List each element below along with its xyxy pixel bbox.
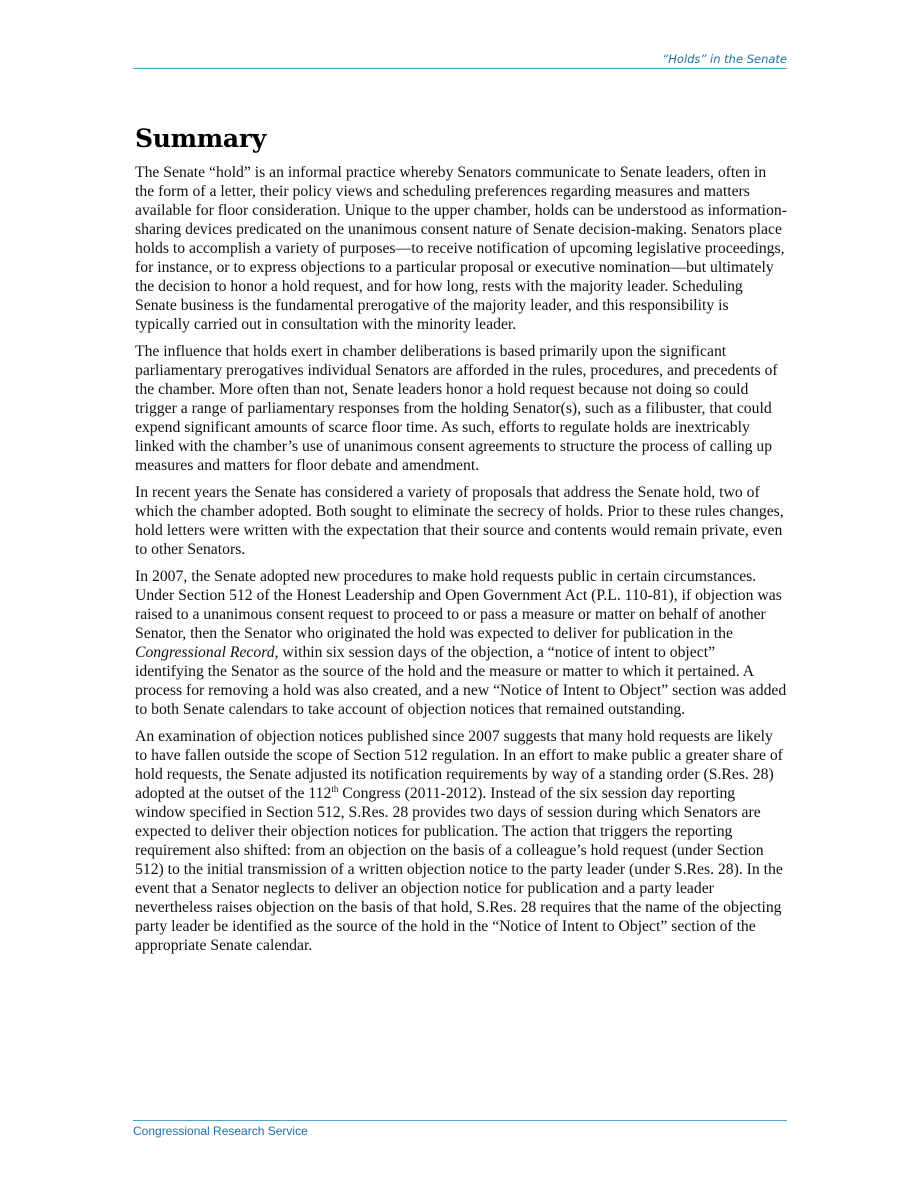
paragraph-1: The Senate “hold” is an informal practice whereby Senators communicate to Senate leaders, often in the form of a letter, their policy views and scheduling preferences regarding measures and matters available for floor consideration. Unique to the upper chamber, holds can be understood as information-sharing devices predicated on the unanimous consent nature of Senate decision-making. Senators place holds to accomplish a variety of purposes—to receive notification of upcoming legislative proceedings, for instance, or to express objections to a particular proposal or executive nomination—but ultimately the decision to honor a hold request, and for how long, rests with the majority leader. Scheduling Senate business is the fundamental prerogative of the majority leader, and this responsibility is typically carried out in consultation with the minority leader. <box>135 164 787 333</box>
paragraph-4-text-b: , within six session days of the objection, a “notice of intent to object” identifying the Senator as the source of the hold and the measure or matter to which it pertained. A process for removing a hold was also created, and a new “Notice of Intent to Object” section was added to both Senate calendars to take account of objection notices that remained outstanding. <box>135 644 787 718</box>
paragraph-2: The influence that holds exert in chamber deliberations is based primarily upon the significant parliamentary prerogatives individual Senators are afforded in the rules, procedures, and precedents of the chamber. More often than not, Senate leaders honor a hold request because not doing so could trigger a range of parliamentary responses from the holding Senator(s), such as a filibuster, that could expend significant amounts of scarce floor time. As such, efforts to regulate holds are inextricably linked with the chamber’s use of unanimous consent agreements to structure the process of calling up measures and matters for floor debate and amendment. <box>135 343 778 474</box>
paragraph-5-text-b: Congress (2011-2012). Instead of the six session day reporting window specified in Section 512, S.Res. 28 provides two days of session during which Senators are expected to deliver their objection notices for publication. The action that triggers the reporting requirement also shifted: from an objection on the basis of a colleague’s hold request (under Section 512) to the initial transmission of a written objection notice to the party leader (under S.Res. 28). In the event that a Senator neglects to deliver an objection notice for publication and a party leader nevertheless raises objection on the basis of that hold, S.Res. 28 requires that the name of the objecting party leader be identified as the source of the hold in the “Notice of Intent to Object” section of the appropriate Senate calendar. <box>135 785 783 954</box>
section-heading: Summary <box>135 124 266 153</box>
congressional-record-title: Congressional Record <box>135 644 275 661</box>
paragraph-4-text-a: In 2007, the Senate adopted new procedures to make hold requests public in certain circumstances. Under Section 512 of the Honest Leadership and Open Government Act (P.L. 110-81), if objection was raised to a unanimous consent request to proceed to or pass a measure or matter on behalf of another Senator, then the Senator who originated the hold was expected to deliver for publication in the <box>135 568 782 642</box>
ordinal-superscript: th <box>331 783 339 794</box>
paragraph-5-text-a: An examination of objection notices published since 2007 suggests that many hold requests are likely to have fallen outside the scope of Section 512 regulation. In an effort to make public a greater share of hold requests, the Senate adjusted its notification requirements by way of a standing order (S.Res. 28) adopted at the outset of the 112 <box>135 728 783 802</box>
running-header <box>133 52 787 69</box>
running-header-title: “Holds” in the Senate <box>662 52 787 66</box>
paragraph-4 <box>135 567 787 719</box>
running-footer <box>133 1120 787 1138</box>
paragraph-3: In recent years the Senate has considered a variety of proposals that address the Senate hold, two of which the chamber adopted. Both sought to eliminate the secrecy of holds. Prior to these rules changes, hold letters were written with the expectation that their source and contents would remain private, even to other Senators. <box>135 484 784 558</box>
paragraph-5 <box>135 727 787 955</box>
summary-section <box>135 124 787 963</box>
footer-publisher: Congressional Research Service <box>133 1124 308 1138</box>
